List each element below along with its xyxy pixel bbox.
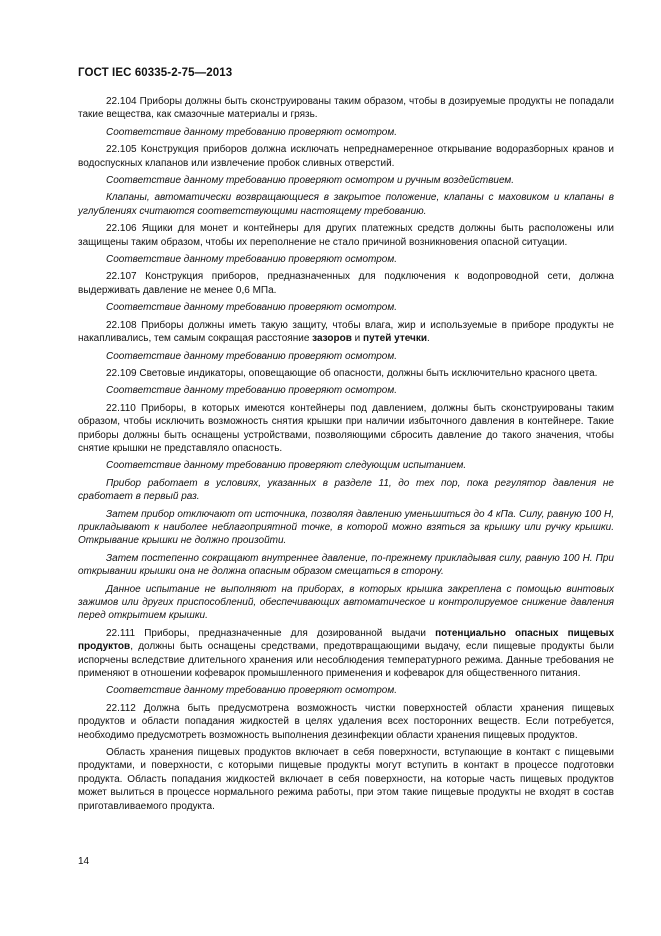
- paragraph-italic: [78, 459, 614, 472]
- paragraph-text: Соответствие данному требованию проверяют осмотром.: [106, 254, 397, 266]
- paragraph-italic: [78, 126, 614, 139]
- paragraph: [78, 319, 614, 346]
- paragraph: [78, 627, 614, 681]
- paragraph-text: Соответствие данному требованию проверяют следующим испытанием.: [106, 460, 467, 472]
- paragraph-text: Соответствие данному требованию проверяют осмотром.: [106, 126, 397, 138]
- paragraph: [78, 270, 614, 297]
- paragraph-text: , должны быть оснащены средствами, предотвращающими выдачу, если пищевые продукты были испорчены вследствие длительного хранения или несоблюдения температурного режима. Данные требования не применяют в отношении кофеварок промышленного применения и кофеварок для общественного питания.: [78, 641, 614, 680]
- paragraph-text: Затем прибор отключают от источника, позволяя давлению уменьшиться до 4 кПа. Силу, равную 100 Н, прикладывают к наиболее неблагоприятной точке, в которой можно взяться за крышку или ручку крышки. Открывание крышки не должно произойти.: [78, 508, 614, 547]
- paragraph-text: 22.110 Приборы, в которых имеются контейнеры под давлением, должны быть сконструированы таким образом, чтобы исключить возможность снятия крышки при наличии избыточного давления в контейнере. Такие приборы должны быть оснащены устройствами, позволяющими сбросить давление до такого значения, чтобы снятие крышки не представляло опасность.: [78, 402, 614, 454]
- paragraph-text: 22.108 Приборы должны иметь такую защиту, чтобы влага, жир и используемые в приборе продукты не накапливались, тем самым сокращая расстояние: [78, 319, 614, 345]
- paragraph: [78, 702, 614, 742]
- paragraph-text: Данное испытание не выполняют на приборах, в которых крышка закреплена с помощью винтовых зажимов или других приспособлений, обеспечивающих автоматическое и контролируемое снижение давления перед открытием крышки.: [78, 583, 614, 622]
- paragraph-text: Клапаны, автоматически возвращающиеся в закрытое положение, клапаны с маховиком и клапаны в углублениях считаются соответствующими настоящему требованию.: [78, 192, 614, 217]
- paragraph: [78, 222, 614, 249]
- paragraph-italic: [78, 350, 614, 363]
- paragraph-italic: [78, 552, 614, 579]
- paragraph-italic: [78, 684, 614, 697]
- paragraph-italic: [78, 174, 614, 187]
- paragraph-text: Область хранения пищевых продуктов включает в себя поверхности, вступающие в контакт с пищевыми продуктами, и поверхности, с которыми пищевые продукты могут вступить в контакт в процессе подготовки продукта. Область попадания жидкостей включает в себя поверхности, на которые часть пищевых продуктов может вылиться в процессе нормального режима работы, при этом такие пищевые продукты не входят в состав приготавливаемого продукта.: [78, 747, 614, 812]
- paragraph: [78, 402, 614, 456]
- paragraph-text: 22.112 Должна быть предусмотрена возможность чистки поверхностей области хранения пищевых продуктов и области попадания жидкостей в целях удаления всех посторонних веществ. Если потребуется, необходимо предусмотреть возможность выполнения дезинфекции области хранения пищевых продуктов.: [78, 702, 614, 741]
- paragraph-italic: [78, 191, 614, 218]
- page-number: 14: [78, 856, 90, 867]
- document-body: [78, 95, 614, 817]
- paragraph-text: .: [427, 333, 430, 345]
- bold-term: зазоров: [312, 333, 352, 345]
- bold-term: потенциально опасных пищевых продуктов: [78, 627, 615, 653]
- paragraph-italic: [78, 508, 614, 548]
- paragraph: [78, 95, 614, 122]
- paragraph-italic: [78, 253, 614, 266]
- paragraph-text: и: [351, 333, 364, 345]
- paragraph-text: Соответствие данному требованию проверяют осмотром.: [106, 385, 397, 397]
- paragraph-italic: [78, 384, 614, 397]
- paragraph-text: Соответствие данному требованию проверяют осмотром.: [106, 302, 397, 314]
- paragraph-text: Соответствие данному требованию проверяют осмотром.: [106, 350, 397, 362]
- paragraph-text: Соответствие данному требованию проверяют осмотром.: [106, 685, 397, 697]
- bold-term: путей утечки: [363, 333, 427, 345]
- paragraph: [78, 367, 614, 380]
- paragraph-text: 22.109 Световые индикаторы, оповещающие об опасности, должны быть исключительно красного цвета.: [106, 367, 598, 379]
- paragraph-italic: [78, 583, 614, 623]
- paragraph-italic: [78, 301, 614, 314]
- paragraph-text: Затем постепенно сокращают внутреннее давление, по-прежнему прикладывая силу, равную 100 Н. При открывании крышки она не должна опасным образом смещаться в сторону.: [78, 552, 614, 578]
- paragraph-text: 22.104 Приборы должны быть сконструированы таким образом, чтобы в дозируемые продукты не попадали такие вещества, как смазочные материалы и грязь.: [78, 96, 614, 121]
- paragraph-text: Прибор работает в условиях, указанных в разделе 11, до тех пор, пока регулятор давления не сработает в первый раз.: [78, 477, 614, 503]
- paragraph-text: 22.107 Конструкция приборов, предназначенных для подключения к водопроводной сети, должна выдерживать давление не менее 0,6 МПа.: [78, 271, 614, 296]
- paragraph: [78, 746, 614, 813]
- document-header: ГОСТ IEC 60335-2-75—2013: [78, 67, 233, 79]
- paragraph: [78, 143, 614, 170]
- paragraph-italic: [78, 477, 614, 504]
- paragraph-text: 22.111 Приборы, предназначенные для дозированной выдачи: [106, 627, 436, 639]
- paragraph-text: Соответствие данному требованию проверяют осмотром и ручным воздействием.: [106, 175, 515, 187]
- paragraph-text: 22.106 Ящики для монет и контейнеры для других платежных средств должны быть расположены или защищены таким образом, чтобы их переполнение не стало причиной возникновения опасной ситуации.: [78, 223, 614, 248]
- paragraph-text: 22.105 Конструкция приборов должна исключать непреднамеренное открывание водоразборных кранов и водоспускных клапанов или извлечение пробок сливных отверстий.: [78, 144, 614, 169]
